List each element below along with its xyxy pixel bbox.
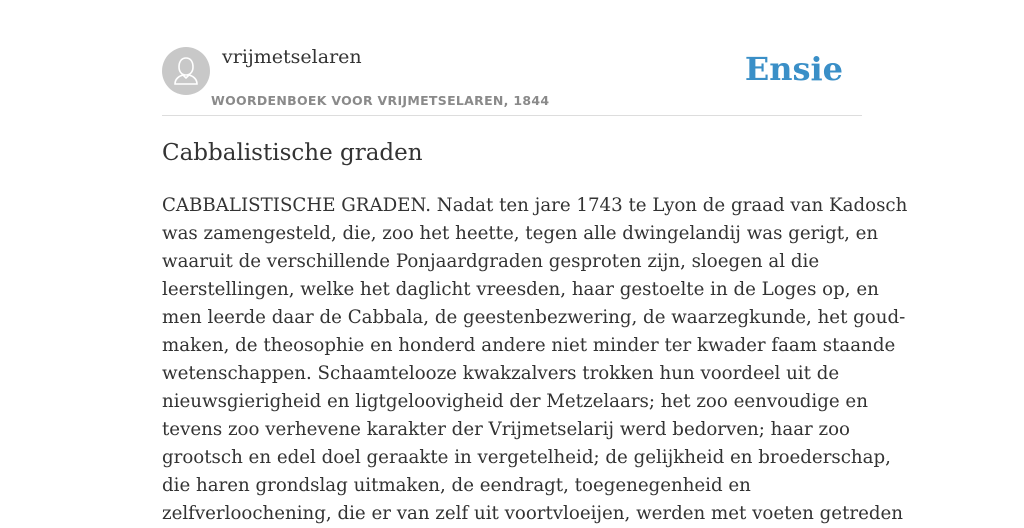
- article-body-line: was zamengesteld, die, zoo het heette, tegen alle dwingelandij was gerigt, en: [162, 223, 879, 244]
- page-container: [162, 0, 908, 524]
- article-body-line: wetenschappen. Schaamtelooze kwakzalvers trokken hun voordeel uit de: [162, 363, 840, 384]
- article-body-line: zelfverloochening, die er van zelf uit voortvloeijen, werden met voeten getreden: [162, 503, 903, 524]
- ensie-logo[interactable]: Ensie: [744, 50, 843, 88]
- article-title: Cabbalistische graden: [162, 140, 423, 166]
- article-body: [162, 192, 908, 528]
- author-link[interactable]: vrijmetselaren: [222, 46, 362, 68]
- article-body-line: grootsch en edel doel geraakte in vergetelheid; de gelijkheid en broederschap,: [162, 447, 891, 468]
- source-link[interactable]: WOORDENBOEK VOOR VRIJMETSELAREN, 1844: [211, 93, 550, 108]
- article-body-line: tevens zoo verhevene karakter der Vrijmetselarij werd bedorven; haar zoo: [162, 419, 851, 440]
- article-body-line: waaruit de verschillende Ponjaardgraden gesproten zijn, sloegen al die: [162, 251, 820, 272]
- article-body-line: leerstellingen, welke het daglicht vreesden, haar gestoelte in de Loges op, en: [162, 279, 879, 300]
- article-body-line: die haren grondslag uitmaken, de eendragt, toegenegenheid en: [162, 475, 751, 496]
- article-body-line: maken, de theosophie en honderd andere niet minder ter kwader faam staande: [162, 335, 896, 356]
- article-header: [162, 0, 862, 116]
- article-body-line: CABBALISTISCHE GRADEN. Nadat ten jare 1743 te Lyon de graad van Kadosch: [162, 195, 908, 216]
- user-silhouette-icon: [162, 47, 210, 95]
- article-body-line: men leerde daar de Cabbala, de geestenbezwering, de waarzegkunde, het goud-: [162, 307, 906, 328]
- article-body-line: nieuwsgierigheid en ligtgeloovigheid der Metzelaars; het zoo eenvoudige en: [162, 391, 868, 412]
- author-avatar-icon[interactable]: [162, 47, 210, 95]
